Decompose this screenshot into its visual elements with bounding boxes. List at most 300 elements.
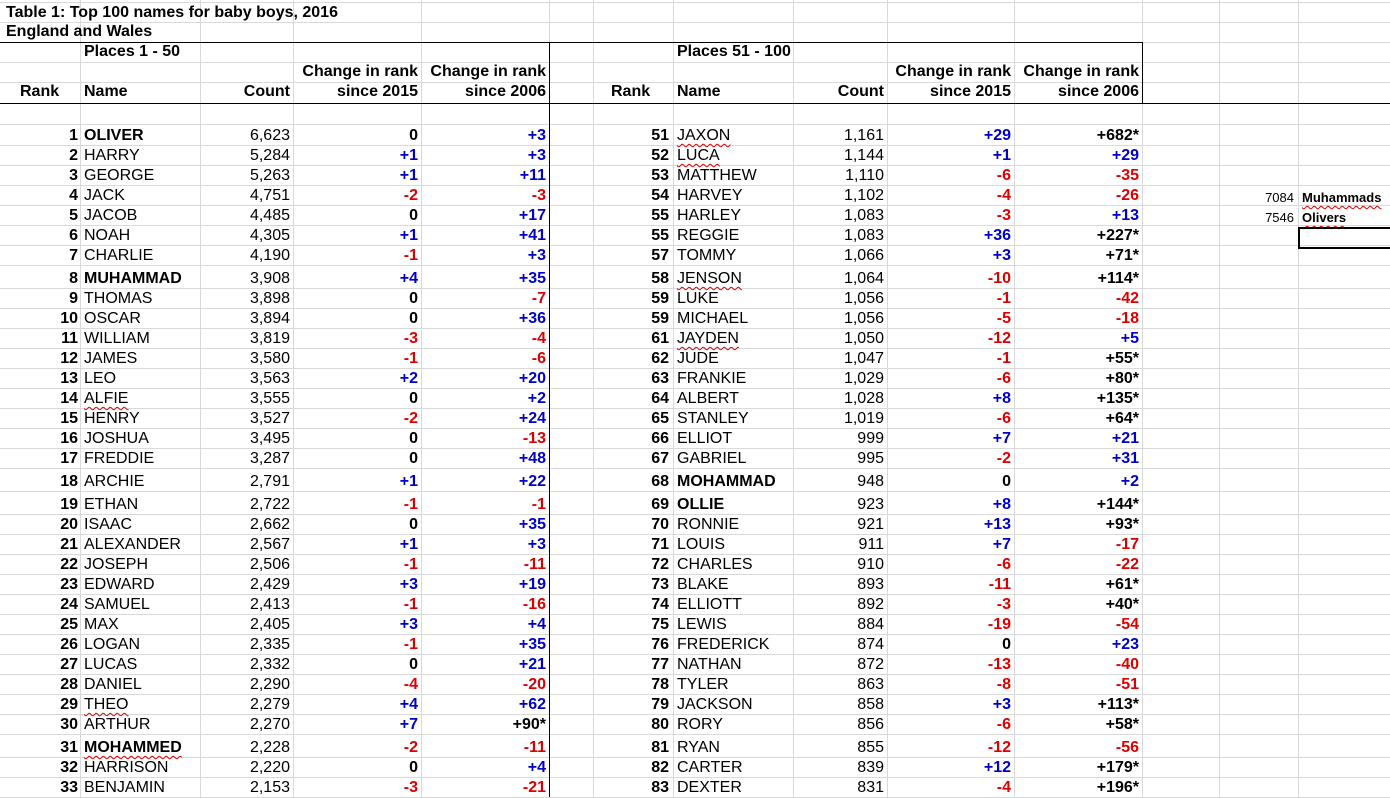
name-cell[interactable]: JOSEPH	[84, 556, 149, 573]
name-cell[interactable]: MUHAMMAD	[84, 270, 182, 287]
change-2015-cell[interactable]: +1	[399, 147, 418, 164]
rank-cell[interactable]: 71	[651, 536, 669, 553]
rank-cell[interactable]: 73	[651, 576, 669, 593]
change-2006-cell[interactable]: +64*	[1105, 410, 1139, 427]
rank-cell[interactable]: 7	[69, 247, 78, 264]
count-cell[interactable]: 1,056	[843, 310, 884, 327]
name-cell[interactable]: ALEXANDER	[84, 536, 181, 553]
name-cell[interactable]: RONNIE	[677, 516, 740, 533]
rank-cell[interactable]: 74	[651, 596, 669, 613]
change-2006-cell[interactable]: +17	[518, 207, 546, 224]
count-cell[interactable]: 2,413	[249, 596, 290, 613]
name-cell[interactable]: EDWARD	[84, 576, 155, 593]
change-2015-cell[interactable]: 0	[409, 430, 418, 447]
change-2006-cell[interactable]: -11	[523, 556, 546, 573]
rank-cell[interactable]: 68	[651, 473, 669, 490]
name-cell[interactable]: GEORGE	[84, 167, 155, 184]
name-cell[interactable]: CARTER	[677, 759, 743, 776]
change-2006-cell[interactable]: +58*	[1105, 716, 1139, 733]
count-cell[interactable]: 4,190	[249, 247, 290, 264]
change-2015-cell[interactable]: -12	[987, 739, 1011, 756]
change-2006-cell[interactable]: -42	[1115, 290, 1139, 307]
change-2015-cell[interactable]: -5	[996, 310, 1011, 327]
count-cell[interactable]: 4,305	[249, 227, 290, 244]
change-2015-cell[interactable]: 0	[409, 759, 418, 776]
name-cell[interactable]: MOHAMMED	[84, 739, 182, 756]
count-cell[interactable]: 5,284	[249, 147, 290, 164]
name-cell[interactable]: FREDERICK	[677, 636, 770, 653]
change-2015-cell[interactable]: 0	[409, 390, 418, 407]
change-2006-cell[interactable]: -51	[1115, 676, 1139, 693]
change-2006-cell[interactable]: -54	[1115, 616, 1139, 633]
rank-cell[interactable]: 75	[651, 616, 669, 633]
name-cell[interactable]: JAXON	[677, 127, 731, 144]
name-cell[interactable]: STANLEY	[677, 410, 749, 427]
count-cell[interactable]: 5,263	[249, 167, 290, 184]
rank-cell[interactable]: 30	[60, 716, 78, 733]
change-2006-cell[interactable]: +3	[527, 127, 546, 144]
change-2015-cell[interactable]: -6	[996, 716, 1011, 733]
count-cell[interactable]: 3,527	[249, 410, 290, 427]
name-cell[interactable]: CHARLIE	[84, 247, 154, 264]
count-cell[interactable]: 2,270	[249, 716, 290, 733]
change-2006-cell[interactable]: -20	[522, 676, 546, 693]
change-2015-cell[interactable]: -3	[403, 330, 418, 347]
rank-cell[interactable]: 22	[60, 556, 78, 573]
count-cell[interactable]: 839	[857, 759, 884, 776]
change-2006-cell[interactable]: +11	[519, 167, 546, 184]
change-2006-cell[interactable]: +90*	[512, 716, 546, 733]
count-cell[interactable]: 2,220	[249, 759, 290, 776]
change-2015-cell[interactable]: -1	[403, 556, 418, 573]
rank-cell[interactable]: 62	[651, 350, 669, 367]
change-2015-cell[interactable]: -1	[403, 496, 418, 513]
change-2006-cell[interactable]: -16	[522, 596, 546, 613]
rank-cell[interactable]: 1	[69, 127, 78, 144]
change-2015-cell[interactable]: 0	[409, 516, 418, 533]
name-cell[interactable]: LEO	[84, 370, 117, 387]
name-cell[interactable]: FRANKIE	[677, 370, 747, 387]
change-2006-cell[interactable]: +35	[518, 270, 546, 287]
count-cell[interactable]: 2,429	[249, 576, 290, 593]
name-cell[interactable]: THOMAS	[84, 290, 153, 307]
change-2015-cell[interactable]: +36	[983, 227, 1011, 244]
change-2006-cell[interactable]: +48	[518, 450, 546, 467]
change-2006-cell[interactable]: -4	[531, 330, 546, 347]
change-2015-cell[interactable]: -3	[996, 207, 1011, 224]
count-cell[interactable]: 1,019	[843, 410, 884, 427]
change-2015-cell[interactable]: -6	[996, 556, 1011, 573]
change-2006-cell[interactable]: -7	[531, 290, 546, 307]
name-cell[interactable]: JAMES	[84, 350, 138, 367]
count-cell[interactable]: 2,722	[249, 496, 290, 513]
count-cell[interactable]: 855	[857, 739, 884, 756]
name-cell[interactable]: OSCAR	[84, 310, 141, 327]
change-2015-cell[interactable]: +8	[992, 390, 1011, 407]
change-2006-cell[interactable]: +114*	[1097, 270, 1139, 287]
count-cell[interactable]: 872	[857, 656, 884, 673]
name-cell[interactable]: ARTHUR	[84, 716, 151, 733]
change-2015-cell[interactable]: 0	[409, 310, 418, 327]
change-2006-cell[interactable]: +196*	[1096, 779, 1139, 796]
rank-cell[interactable]: 52	[651, 147, 669, 164]
change-2015-cell[interactable]: +3	[992, 247, 1011, 264]
change-2006-cell[interactable]: -56	[1115, 739, 1139, 756]
name-cell[interactable]: JUDE	[677, 350, 719, 367]
change-2015-cell[interactable]: -2	[996, 450, 1011, 467]
rank-cell[interactable]: 59	[651, 310, 669, 327]
count-cell[interactable]: 1,083	[843, 207, 884, 224]
change-2006-cell[interactable]: +23	[1111, 636, 1139, 653]
rank-cell[interactable]: 25	[60, 616, 78, 633]
rank-cell[interactable]: 10	[60, 310, 78, 327]
count-cell[interactable]: 884	[857, 616, 884, 633]
change-2006-cell[interactable]: +55*	[1105, 350, 1139, 367]
change-2015-cell[interactable]: -1	[996, 290, 1011, 307]
name-cell[interactable]: JACOB	[84, 207, 138, 224]
rank-cell[interactable]: 14	[60, 390, 78, 407]
change-2015-cell[interactable]: +1	[399, 473, 418, 490]
count-cell[interactable]: 4,751	[249, 187, 290, 204]
change-2006-cell[interactable]: +3	[527, 247, 546, 264]
count-cell[interactable]: 923	[857, 496, 884, 513]
count-cell[interactable]: 1,110	[845, 167, 884, 184]
rank-cell[interactable]: 29	[60, 696, 78, 713]
name-cell[interactable]: RORY	[677, 716, 723, 733]
rank-cell[interactable]: 81	[651, 739, 669, 756]
count-cell[interactable]: 1,066	[843, 247, 884, 264]
rank-cell[interactable]: 20	[60, 516, 78, 533]
count-cell[interactable]: 1,161	[843, 127, 884, 144]
rank-cell[interactable]: 64	[651, 390, 669, 407]
change-2015-cell[interactable]: -8	[996, 676, 1011, 693]
count-cell[interactable]: 2,662	[249, 516, 290, 533]
count-cell[interactable]: 863	[857, 676, 884, 693]
change-2015-cell[interactable]: 0	[409, 290, 418, 307]
rank-cell[interactable]: 23	[60, 576, 78, 593]
count-cell[interactable]: 2,791	[249, 473, 290, 490]
change-2006-cell[interactable]: -18	[1115, 310, 1139, 327]
change-2015-cell[interactable]: -10	[987, 270, 1011, 287]
name-cell[interactable]: HENRY	[84, 410, 140, 427]
rank-cell[interactable]: 12	[60, 350, 78, 367]
name-cell[interactable]: MOHAMMAD	[677, 473, 776, 490]
change-2015-cell[interactable]: +1	[399, 227, 418, 244]
change-2006-cell[interactable]: +135*	[1096, 390, 1139, 407]
count-cell[interactable]: 3,495	[249, 430, 290, 447]
name-cell[interactable]: DANIEL	[84, 676, 142, 693]
count-cell[interactable]: 4,485	[249, 207, 290, 224]
rank-cell[interactable]: 4	[69, 187, 78, 204]
rank-cell[interactable]: 13	[60, 370, 78, 387]
change-2006-cell[interactable]: +62	[518, 696, 546, 713]
change-2006-cell[interactable]: +61*	[1105, 576, 1139, 593]
change-2015-cell[interactable]: -1	[403, 350, 418, 367]
change-2015-cell[interactable]: -1	[403, 636, 418, 653]
rank-cell[interactable]: 31	[60, 739, 78, 756]
change-2006-cell[interactable]: +144*	[1096, 496, 1139, 513]
name-cell[interactable]: TOMMY	[677, 247, 737, 264]
name-cell[interactable]: TYLER	[677, 676, 729, 693]
change-2006-cell[interactable]: -1	[531, 496, 546, 513]
name-cell[interactable]: ALBERT	[677, 390, 739, 407]
rank-cell[interactable]: 51	[651, 127, 669, 144]
change-2006-cell[interactable]: +40*	[1105, 596, 1139, 613]
count-cell[interactable]: 893	[857, 576, 884, 593]
change-2015-cell[interactable]: -1	[403, 247, 418, 264]
rank-cell[interactable]: 61	[651, 330, 669, 347]
change-2006-cell[interactable]: +19	[518, 576, 546, 593]
change-2006-cell[interactable]: +21	[518, 656, 546, 673]
count-cell[interactable]: 3,287	[249, 450, 290, 467]
selected-cell[interactable]	[1298, 227, 1390, 249]
side-note-value-1[interactable]: 7084	[1265, 190, 1294, 205]
change-2015-cell[interactable]: -3	[996, 596, 1011, 613]
change-2015-cell[interactable]: -3	[403, 779, 418, 796]
change-2006-cell[interactable]: +20	[518, 370, 546, 387]
name-cell[interactable]: LOUIS	[677, 536, 726, 553]
name-cell[interactable]: RYAN	[677, 739, 720, 756]
count-cell[interactable]: 2,153	[249, 779, 290, 796]
change-2015-cell[interactable]: 0	[409, 656, 418, 673]
side-note-value-2[interactable]: 7546	[1265, 210, 1294, 225]
change-2015-cell[interactable]: -1	[403, 596, 418, 613]
change-2006-cell[interactable]: +35	[518, 636, 546, 653]
count-cell[interactable]: 1,047	[843, 350, 884, 367]
rank-cell[interactable]: 82	[651, 759, 669, 776]
change-2006-cell[interactable]: +3	[527, 536, 546, 553]
rank-cell[interactable]: 59	[651, 290, 669, 307]
change-2015-cell[interactable]: -19	[987, 616, 1011, 633]
change-2006-cell[interactable]: +113*	[1097, 696, 1139, 713]
name-cell[interactable]: MATTHEW	[677, 167, 757, 184]
change-2006-cell[interactable]: +31	[1111, 450, 1139, 467]
count-cell[interactable]: 1,064	[843, 270, 884, 287]
name-cell[interactable]: CHARLES	[677, 556, 753, 573]
name-cell[interactable]: LUCA	[677, 147, 720, 164]
rank-cell[interactable]: 70	[651, 516, 669, 533]
change-2015-cell[interactable]: +3	[992, 696, 1011, 713]
rank-cell[interactable]: 79	[651, 696, 669, 713]
count-cell[interactable]: 1,056	[843, 290, 884, 307]
count-cell[interactable]: 3,898	[249, 290, 290, 307]
change-2015-cell[interactable]: +1	[399, 536, 418, 553]
count-cell[interactable]: 910	[857, 556, 884, 573]
rank-cell[interactable]: 33	[60, 779, 78, 796]
change-2015-cell[interactable]: 0	[409, 127, 418, 144]
change-2006-cell[interactable]: -13	[522, 430, 546, 447]
rank-cell[interactable]: 69	[651, 496, 669, 513]
count-cell[interactable]: 911	[858, 536, 884, 553]
name-cell[interactable]: JAYDEN	[677, 330, 739, 347]
name-cell[interactable]: HARVEY	[677, 187, 743, 204]
count-cell[interactable]: 3,908	[249, 270, 290, 287]
name-cell[interactable]: ISAAC	[84, 516, 133, 533]
name-cell[interactable]: HARRISON	[84, 759, 169, 776]
change-2006-cell[interactable]: +71*	[1105, 247, 1139, 264]
change-2006-cell[interactable]: +41	[518, 227, 546, 244]
rank-cell[interactable]: 77	[651, 656, 669, 673]
rank-cell[interactable]: 18	[60, 473, 78, 490]
count-cell[interactable]: 1,083	[843, 227, 884, 244]
rank-cell[interactable]: 15	[60, 410, 78, 427]
count-cell[interactable]: 856	[857, 716, 884, 733]
change-2006-cell[interactable]: -6	[531, 350, 546, 367]
change-2015-cell[interactable]: -12	[987, 330, 1011, 347]
change-2006-cell[interactable]: +35	[518, 516, 546, 533]
change-2015-cell[interactable]: -6	[996, 167, 1011, 184]
name-cell[interactable]: JACK	[84, 187, 125, 204]
count-cell[interactable]: 1,029	[843, 370, 884, 387]
change-2006-cell[interactable]: -22	[1115, 556, 1139, 573]
count-cell[interactable]: 858	[857, 696, 884, 713]
change-2006-cell[interactable]: -40	[1115, 656, 1139, 673]
name-cell[interactable]: JENSON	[677, 270, 742, 287]
change-2015-cell[interactable]: -2	[403, 187, 418, 204]
change-2015-cell[interactable]: +7	[992, 430, 1011, 447]
count-cell[interactable]: 2,279	[249, 696, 290, 713]
rank-cell[interactable]: 78	[651, 676, 669, 693]
rank-cell[interactable]: 83	[651, 779, 669, 796]
count-cell[interactable]: 2,506	[249, 556, 290, 573]
change-2015-cell[interactable]: +8	[992, 496, 1011, 513]
count-cell[interactable]: 874	[857, 636, 884, 653]
name-cell[interactable]: ELLIOT	[677, 430, 733, 447]
name-cell[interactable]: LEWIS	[677, 616, 727, 633]
count-cell[interactable]: 1,050	[843, 330, 884, 347]
count-cell[interactable]: 831	[857, 779, 884, 796]
count-cell[interactable]: 999	[857, 430, 884, 447]
rank-cell[interactable]: 27	[60, 656, 78, 673]
change-2015-cell[interactable]: 0	[409, 207, 418, 224]
rank-cell[interactable]: 21	[60, 536, 78, 553]
count-cell[interactable]: 1,144	[843, 147, 884, 164]
name-cell[interactable]: NATHAN	[677, 656, 742, 673]
change-2006-cell[interactable]: +179*	[1096, 759, 1139, 776]
rank-cell[interactable]: 72	[651, 556, 669, 573]
rank-cell[interactable]: 24	[60, 596, 78, 613]
rank-cell[interactable]: 5	[69, 207, 78, 224]
count-cell[interactable]: 3,819	[249, 330, 290, 347]
count-cell[interactable]: 1,028	[843, 390, 884, 407]
rank-cell[interactable]: 8	[69, 270, 78, 287]
change-2015-cell[interactable]: -4	[403, 676, 418, 693]
name-cell[interactable]: FREDDIE	[84, 450, 155, 467]
change-2015-cell[interactable]: +3	[399, 616, 418, 633]
change-2006-cell[interactable]: +4	[527, 759, 546, 776]
name-cell[interactable]: MAX	[84, 616, 119, 633]
change-2015-cell[interactable]: +1	[992, 147, 1011, 164]
rank-cell[interactable]: 58	[651, 270, 669, 287]
change-2006-cell[interactable]: +2	[1120, 473, 1139, 490]
rank-cell[interactable]: 55	[651, 227, 669, 244]
change-2015-cell[interactable]: +7	[992, 536, 1011, 553]
change-2006-cell[interactable]: -3	[531, 187, 546, 204]
name-cell[interactable]: ALFIE	[84, 390, 129, 407]
rank-cell[interactable]: 53	[651, 167, 669, 184]
count-cell[interactable]: 2,405	[249, 616, 290, 633]
name-cell[interactable]: SAMUEL	[84, 596, 150, 613]
rank-cell[interactable]: 55	[651, 207, 669, 224]
rank-cell[interactable]: 63	[651, 370, 669, 387]
count-cell[interactable]: 2,335	[249, 636, 290, 653]
change-2015-cell[interactable]: 0	[1002, 636, 1011, 653]
name-cell[interactable]: MICHAEL	[677, 310, 749, 327]
name-cell[interactable]: JOSHUA	[84, 430, 149, 447]
count-cell[interactable]: 2,332	[249, 656, 290, 673]
name-cell[interactable]: OLIVER	[84, 127, 144, 144]
count-cell[interactable]: 3,563	[249, 370, 290, 387]
count-cell[interactable]: 921	[857, 516, 884, 533]
change-2015-cell[interactable]: +7	[399, 716, 418, 733]
rank-cell[interactable]: 26	[60, 636, 78, 653]
rank-cell[interactable]: 16	[60, 430, 78, 447]
rank-cell[interactable]: 76	[651, 636, 669, 653]
change-2015-cell[interactable]: +12	[983, 759, 1011, 776]
change-2015-cell[interactable]: +2	[399, 370, 418, 387]
name-cell[interactable]: JACKSON	[677, 696, 753, 713]
name-cell[interactable]: REGGIE	[677, 227, 740, 244]
change-2015-cell[interactable]: +1	[399, 167, 418, 184]
name-cell[interactable]: DEXTER	[677, 779, 742, 796]
name-cell[interactable]: HARRY	[84, 147, 140, 164]
change-2006-cell[interactable]: +22	[518, 473, 546, 490]
change-2006-cell[interactable]: +24	[518, 410, 546, 427]
change-2015-cell[interactable]: -4	[996, 779, 1011, 796]
change-2015-cell[interactable]: -4	[996, 187, 1011, 204]
change-2006-cell[interactable]: -26	[1115, 187, 1139, 204]
rank-cell[interactable]: 11	[61, 330, 78, 347]
change-2006-cell[interactable]: +4	[527, 616, 546, 633]
count-cell[interactable]: 3,580	[249, 350, 290, 367]
name-cell[interactable]: BLAKE	[677, 576, 729, 593]
count-cell[interactable]: 1,102	[843, 187, 884, 204]
change-2006-cell[interactable]: -17	[1115, 536, 1139, 553]
name-cell[interactable]: HARLEY	[677, 207, 742, 224]
side-note-label-2[interactable]: Olivers	[1302, 210, 1347, 225]
rank-cell[interactable]: 54	[651, 187, 669, 204]
count-cell[interactable]: 948	[857, 473, 884, 490]
rank-cell[interactable]: 19	[60, 496, 78, 513]
change-2015-cell[interactable]: 0	[1002, 473, 1011, 490]
change-2006-cell[interactable]: +93*	[1105, 516, 1139, 533]
name-cell[interactable]: ARCHIE	[84, 473, 145, 490]
change-2015-cell[interactable]: +4	[399, 696, 418, 713]
count-cell[interactable]: 3,894	[249, 310, 290, 327]
rank-cell[interactable]: 57	[651, 247, 669, 264]
name-cell[interactable]: BENJAMIN	[84, 779, 165, 796]
change-2006-cell[interactable]: +36	[518, 310, 546, 327]
change-2006-cell[interactable]: +3	[527, 147, 546, 164]
change-2015-cell[interactable]: -13	[987, 656, 1011, 673]
name-cell[interactable]: GABRIEL	[677, 450, 747, 467]
change-2006-cell[interactable]: +21	[1111, 430, 1139, 447]
count-cell[interactable]: 2,567	[249, 536, 290, 553]
rank-cell[interactable]: 2	[69, 147, 78, 164]
name-cell[interactable]: OLLIE	[677, 496, 725, 513]
change-2015-cell[interactable]: -1	[996, 350, 1011, 367]
name-cell[interactable]: NOAH	[84, 227, 131, 244]
name-cell[interactable]: LUCAS	[84, 656, 138, 673]
count-cell[interactable]: 995	[857, 450, 884, 467]
change-2006-cell[interactable]: +5	[1120, 330, 1139, 347]
count-cell[interactable]: 2,290	[249, 676, 290, 693]
change-2006-cell[interactable]: +13	[1111, 207, 1139, 224]
change-2006-cell[interactable]: +2	[527, 390, 546, 407]
change-2006-cell[interactable]: -11	[523, 739, 546, 756]
rank-cell[interactable]: 6	[69, 227, 78, 244]
rank-cell[interactable]: 28	[60, 676, 78, 693]
